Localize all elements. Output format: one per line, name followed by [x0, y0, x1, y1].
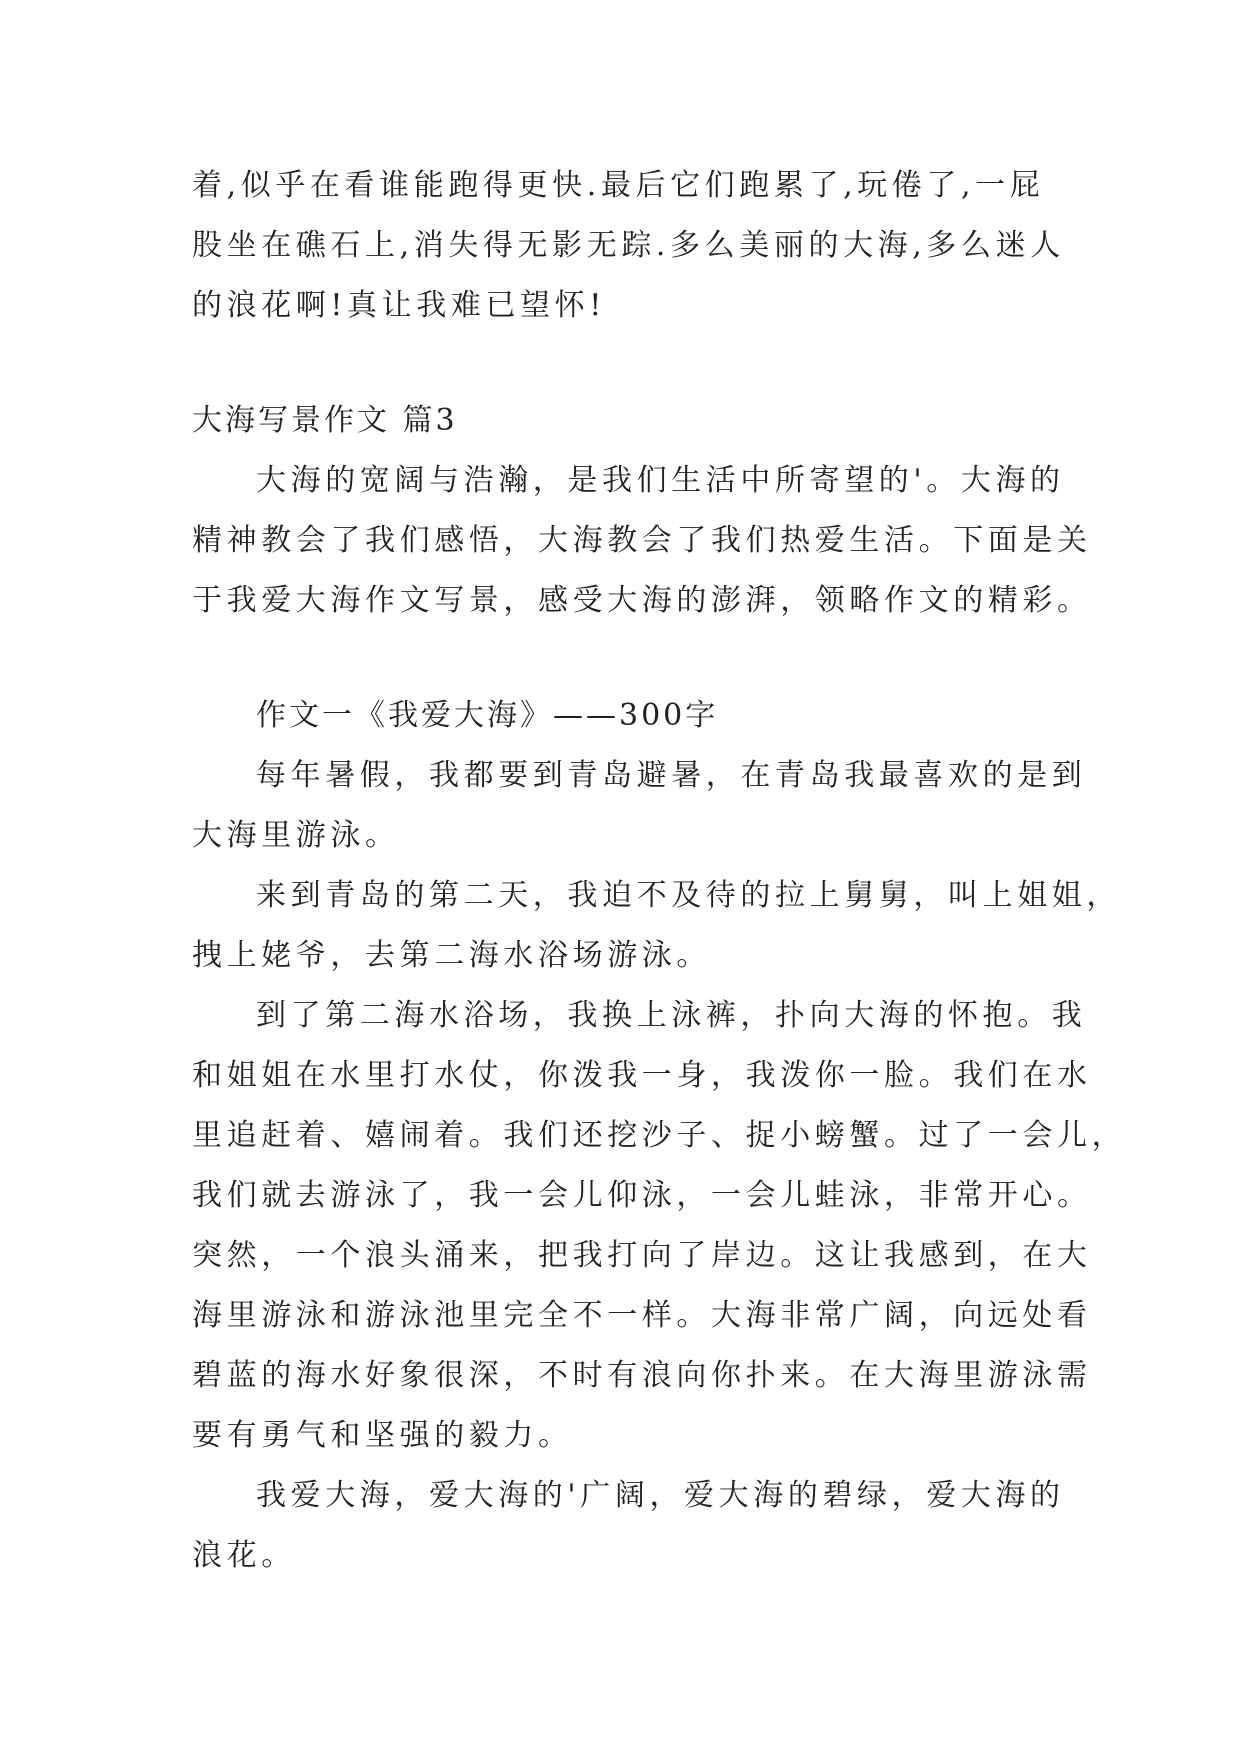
paragraph-3-line-4: 我们就去游泳了，我一会儿仰泳，一会儿蛙泳，非常开心。 [192, 1178, 1092, 1213]
paragraph-3-line-7: 碧蓝的海水好象很深，不时有浪向你扑来。在大海里游泳需 [192, 1358, 1092, 1393]
intro-paragraph-line-3: 于我爱大海作文写景，感受大海的澎湃，领略作文的精彩。 [192, 583, 1092, 618]
paragraph-1-line-2: 大海里游泳。 [192, 818, 400, 853]
paragraph-3-line-6: 海里游泳和游泳池里完全不一样。大海非常广阔，向远处看 [192, 1298, 1092, 1333]
paragraph-3-line-2: 和姐姐在水里打水仗，你泼我一身，我泼你一脸。我们在水 [192, 1058, 1092, 1093]
paragraph-4-line-2: 浪花。 [192, 1538, 296, 1573]
paragraph-4-line-1: 我爱大海，爱大海的'广阔，爱大海的碧绿，爱大海的 [256, 1478, 1065, 1513]
paragraph-1-line-1: 每年暑假，我都要到青岛避暑，在青岛我最喜欢的是到 [256, 758, 1087, 793]
essay-title: 作文一《我爱大海》——300字 [256, 698, 719, 733]
top-paragraph-line-1: 着,似乎在看谁能跑得更快.最后它们跑累了,玩倦了,一屁 [192, 168, 1045, 203]
intro-paragraph-line-1: 大海的宽阔与浩瀚，是我们生活中所寄望的'。大海的 [256, 463, 1065, 498]
paragraph-2-line-2: 拽上姥爷，去第二海水浴场游泳。 [192, 938, 711, 973]
paragraph-3-line-3: 里追赶着、嬉闹着。我们还挖沙子、捉小螃蟹。过了一会儿， [192, 1118, 1127, 1153]
paragraph-2-line-1: 来到青岛的第二天，我迫不及待的拉上舅舅，叫上姐姐， [256, 878, 1121, 913]
section-heading: 大海写景作文 篇3 [192, 403, 458, 438]
paragraph-3-line-8: 要有勇气和坚强的毅力。 [192, 1418, 573, 1453]
intro-paragraph-line-2: 精神教会了我们感悟，大海教会了我们热爱生活。下面是关 [192, 523, 1092, 558]
paragraph-3-line-1: 到了第二海水浴场，我换上泳裤，扑向大海的怀抱。我 [256, 998, 1087, 1033]
top-paragraph-line-2: 股坐在礁石上,消失得无影无踪.多么美丽的大海,多么迷人 [192, 228, 1065, 263]
top-paragraph-line-3: 的浪花啊!真让我难已望怀! [192, 288, 606, 323]
paragraph-3-line-5: 突然，一个浪头涌来，把我打向了岸边。这让我感到，在大 [192, 1238, 1092, 1273]
